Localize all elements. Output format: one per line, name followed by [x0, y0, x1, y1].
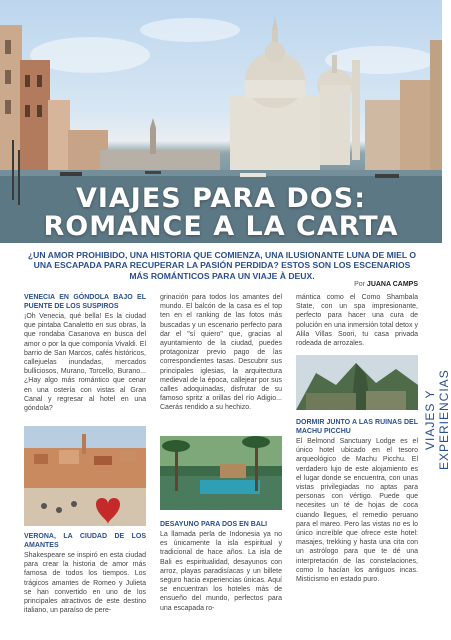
section-body-verona-cont: grinación para todos los amantes del mundo. El balcón de la casa es el top ten en el ranking de las fotos más buscadas y un escenario perfecto para dar el "sí quiero" que, gracias al ayuntamiento de la ciudad, puedes protagonizar previo pago de las correspondientes tasas. Descubrir sus principales iglesias, la arquitectura medieval de la época, callejear por sus calles adoquinadas, disfrutar de su famoso spritz a orillas del río Adigio... Caerás rendido a su hechizo. — [160, 294, 282, 412]
byline-prefix: Por — [354, 281, 365, 288]
section-body-bali-cont: mántica como el Como Shambala State, con un spa impresionante, perfecto para hacer una cura de polución en una inmersión total detox y Alila Villas Soori, tu casa privada rodeada de arrozales. — [296, 294, 418, 348]
section-heading-machu-picchu: DORMIR JUNTO A LAS RUINAS DEL MACHU PICCHU — [296, 419, 418, 435]
section-bali — [160, 520, 282, 613]
section-verona-continued — [160, 293, 282, 413]
article-title-line1: VIAJES PARA DOS: — [75, 183, 367, 214]
section-heading-verona: VERONA, LA CIUDAD DE LOS AMANTES — [24, 533, 146, 549]
section-body-machu-picchu: El Belmond Sanctuary Lodge es el único hotel ubicado en el tesoro arqueológico de Machu Picchu. El verdadero lujo de este alojamiento es el lugar donde se encuentra, con unas vistas privilegiadas no aptas para personas con vértigo. Puede que necesites un té de hojas de coca cuando llegues, el remedio peruano para el mareo. Pero las vistas no es lo único increíble que ofrece este hotel: masajes, trekking y hasta una cita con un astrólogo para que te dé una interpretación de las constelaciones, como lo hacían los antiguos incas. Misticismo en estado puro. — [296, 438, 418, 584]
photo-machu-picchu — [296, 355, 418, 410]
hero-image-venice — [0, 0, 442, 243]
section-side-label: VIAJES Y EXPERIENCIAS — [423, 369, 451, 471]
section-verona — [24, 532, 146, 615]
section-heading-venecia: VENECIA EN GÓNDOLA BAJO EL PUENTE DE LOS SUSPIROS — [24, 294, 146, 310]
byline-author: JUANA CAMPS — [366, 281, 418, 288]
photo-bali — [160, 436, 282, 510]
section-venecia — [24, 293, 146, 413]
section-bali-continued — [296, 293, 418, 348]
section-body-venecia: ¡Oh Venecia, qué bella! Es la ciudad que pintaba Canaletto en sus obras, la que rondaba Casanova en busca del amor o por la que componía Vivaldi. El barrio de San Marcos, cafés históricos, callejuelas inundadas, mercados bulliciosos, Murano, Torcello, Burano... ¿Hay algo más romántico que cenar en una ostería con vistas al Gran Canal y regresar al hotel en una góndola? — [24, 313, 146, 413]
article-title-line2: ROMANCE A LA CARTA — [43, 211, 399, 242]
byline — [354, 281, 418, 288]
section-heading-bali: DESAYUNO PARA DOS EN BALI — [160, 521, 268, 528]
photo-verona — [24, 426, 146, 526]
section-body-verona: Shakespeare se inspiró en esta ciudad para crear la historia de amor más famosa de todos los tiempos. Los trágicos amantes de Romeo y Julieta se han convertido en uno de los principales atractivos de este destino italiano, un paraíso de pere- — [24, 552, 146, 615]
section-body-bali: La llamada perla de Indonesia ya no es únicamente la isla espiritual y tradicional de hace años. La isla de Bali es espiritualidad, desayunos con arroz, playas paradisíacas y un billete seguro hacia experiencias únicas. Aquí se encuentran los hoteles más de ensueño del mundo, perfectos para una escapada ro- — [160, 531, 282, 612]
article-lead: ¿UN AMOR PROHIBIDO, UNA HISTORIA QUE COMIENZA, UNA ILUSIONANTE LUNA DE MIEL O UNA ESCAPADA PARA RECUPERAR LA PASIÓN PERDIDA? ESTOS SON LOS ESCENARIOS MÁS ROMÁNTICOS PARA UN VIAJE À DEUX. — [27, 250, 417, 281]
section-machu-picchu — [296, 418, 418, 584]
